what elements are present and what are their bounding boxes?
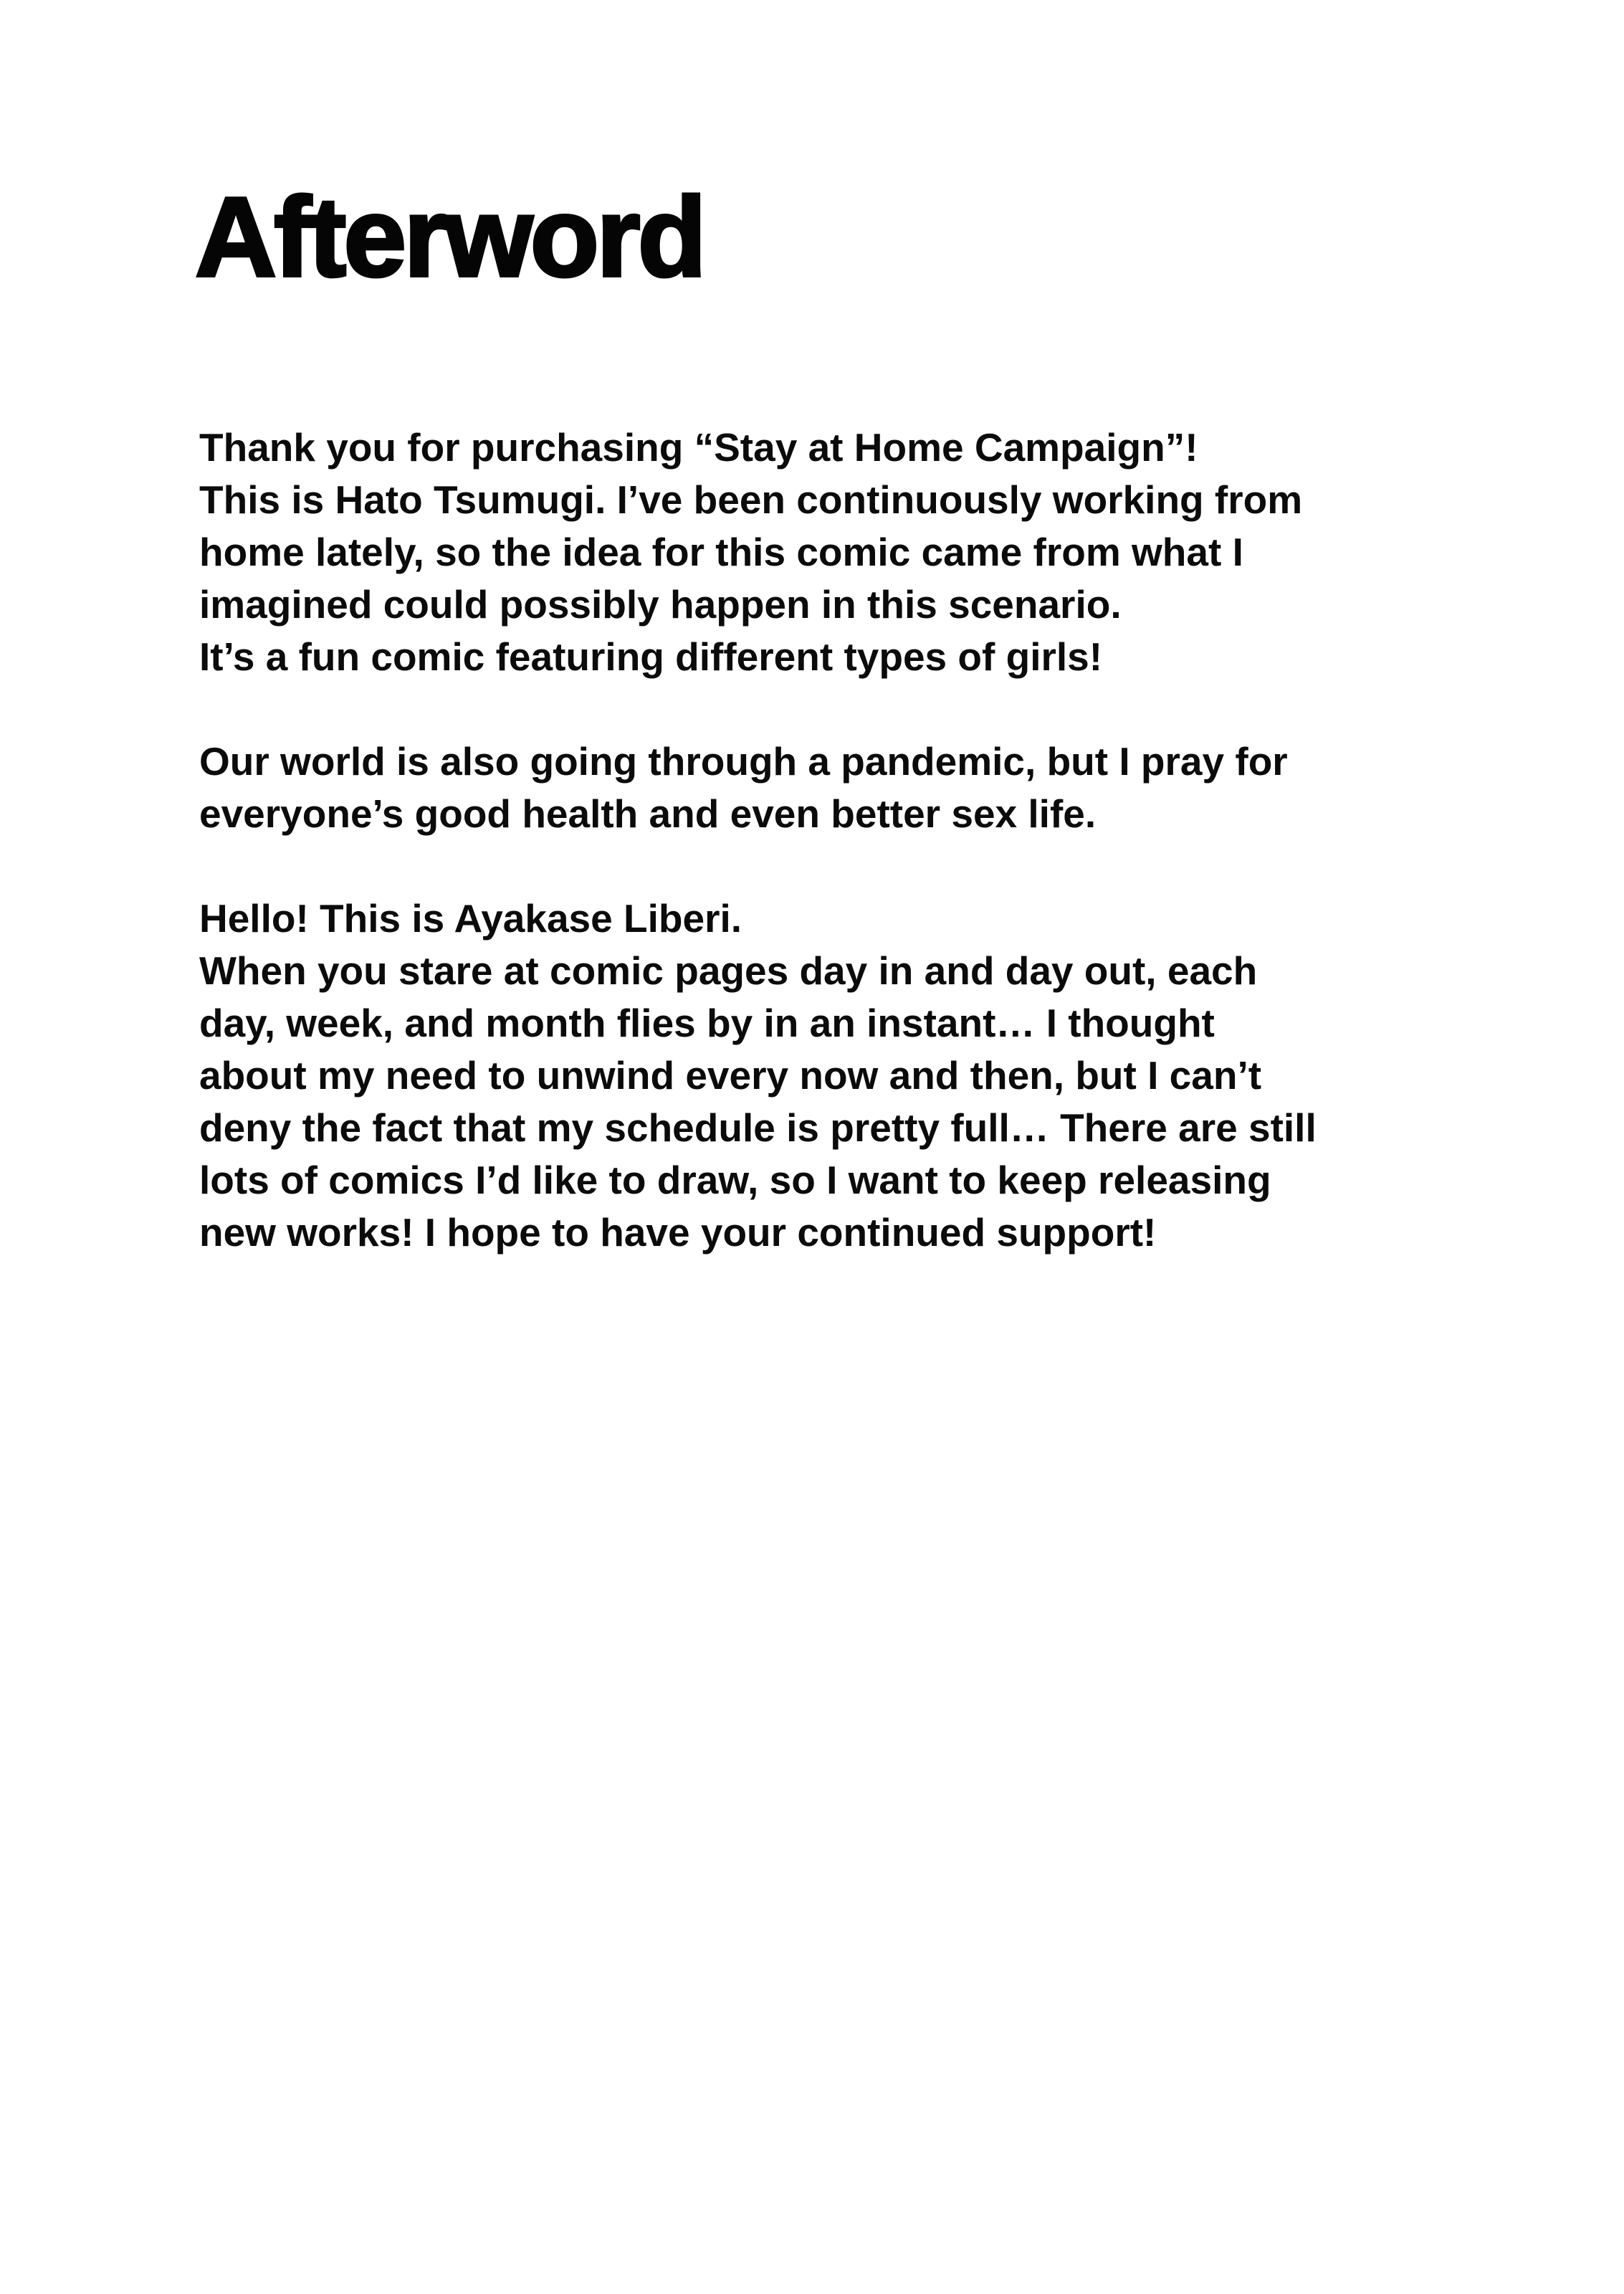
text-line: about my need to unwind every now and then, but I can’t xyxy=(199,1053,1262,1098)
text-line: new works! I hope to have your continued support! xyxy=(199,1210,1157,1255)
text-line: home lately, so the idea for this comic came from what I xyxy=(199,530,1243,574)
afterword-text xyxy=(199,422,1317,1259)
text-line: Thank you for purchasing “Stay at Home Campaign”! xyxy=(199,425,1198,470)
text-line: When you stare at comic pages day in and day out, each xyxy=(199,948,1258,993)
text-line: day, week, and month flies by in an instant… I thought xyxy=(199,1001,1215,1045)
text-line: Our world is also going through a pandemic, but I pray for xyxy=(199,739,1288,784)
paragraph-thanks xyxy=(199,422,1317,683)
text-line: deny the fact that my schedule is pretty full… There are still xyxy=(199,1105,1317,1150)
text-line: Hello! This is Ayakase Liberi. xyxy=(199,896,742,941)
text-line: everyone’s good health and even better sex life. xyxy=(199,791,1097,836)
paragraph-pandemic xyxy=(199,736,1317,840)
paragraph-ayakase xyxy=(199,893,1317,1259)
text-line: lots of comics I’d like to draw, so I want to keep releasing xyxy=(199,1158,1271,1202)
text-line: imagined could possibly happen in this scenario. xyxy=(199,582,1122,627)
text-line: This is Hato Tsumugi. I’ve been continuously working from xyxy=(199,477,1303,522)
text-line: It’s a fun comic featuring different types of girls! xyxy=(199,634,1103,679)
page-title: Afterword xyxy=(195,174,704,300)
